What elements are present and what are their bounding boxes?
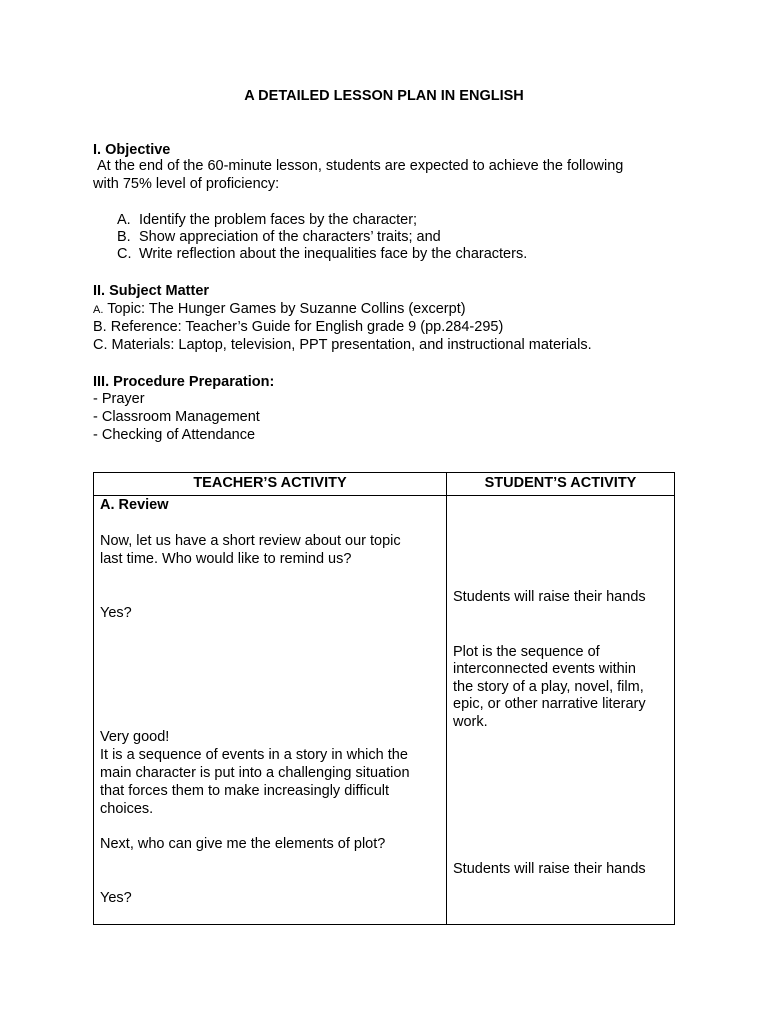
topic-marker: A. (93, 304, 104, 316)
review-prompt-line1: Now, let us have a short review about our topic (100, 533, 401, 549)
teacher-activity-header: TEACHER’S ACTIVITY (193, 475, 347, 491)
topic-text: Topic: The Hunger Games by Suzanne Collins (excerpt) (107, 301, 466, 317)
plot-answer-line1: Plot is the sequence of (453, 644, 600, 660)
objective-heading: I. Objective (93, 142, 171, 158)
table-header-divider (94, 495, 674, 496)
objective-item-text: Show appreciation of the characters’ traits; and (139, 229, 441, 245)
procedure-heading: III. Procedure Preparation: (93, 374, 275, 390)
review-prompt-line2: last time. Who would like to remind us? (100, 551, 352, 567)
objective-item-b (117, 228, 441, 246)
subject-matter-topic (93, 300, 466, 319)
objective-item-c (117, 245, 527, 263)
procedure-item-prayer: - Prayer (93, 391, 145, 407)
activity-table (93, 472, 675, 925)
procedure-item-attendance: - Checking of Attendance (93, 427, 256, 443)
list-marker: C. (117, 246, 132, 262)
plot-answer-line2: interconnected events within (453, 661, 636, 677)
student-raise-hands-2: Students will raise their hands (453, 861, 646, 877)
subject-matter-heading: II. Subject Matter (93, 283, 210, 299)
subject-matter-materials: C. Materials: Laptop, television, PPT presentation, and instructional materials. (93, 337, 592, 353)
explanation-line1: It is a sequence of events in a story in which the (100, 747, 408, 763)
explanation-line2: main character is put into a challenging situation (100, 765, 410, 781)
teacher-yes-1: Yes? (100, 605, 132, 621)
procedure-item-classroom: - Classroom Management (93, 409, 260, 425)
objective-item-text: Identify the problem faces by the character; (139, 212, 418, 228)
list-marker: B. (117, 229, 131, 245)
plot-answer-line3: the story of a play, novel, film, (453, 679, 644, 695)
teacher-very-good: Very good! (100, 729, 170, 745)
next-prompt: Next, who can give me the elements of plot? (100, 836, 386, 852)
document-title: A DETAILED LESSON PLAN IN ENGLISH (244, 88, 524, 104)
student-raise-hands-1: Students will raise their hands (453, 589, 646, 605)
student-activity-header: STUDENT’S ACTIVITY (484, 475, 637, 491)
review-section-label: A. Review (100, 497, 169, 513)
objective-item-text: Write reflection about the inequalities face by the characters. (139, 246, 528, 262)
teacher-yes-2: Yes? (100, 890, 132, 906)
list-marker: A. (117, 212, 131, 228)
table-column-divider (446, 473, 447, 924)
plot-answer-line5: work. (453, 714, 488, 730)
explanation-line4: choices. (100, 801, 154, 817)
plot-answer-line4: epic, or other narrative literary (453, 696, 646, 712)
explanation-line3: that forces them to make increasingly difficult (100, 783, 390, 799)
objective-intro-line1: At the end of the 60-minute lesson, students are expected to achieve the following (97, 158, 624, 174)
subject-matter-reference: B. Reference: Teacher’s Guide for English grade 9 (pp.284-295) (93, 319, 504, 335)
objective-item-a (117, 211, 417, 229)
objective-intro-line2: with 75% level of proficiency: (93, 176, 280, 192)
